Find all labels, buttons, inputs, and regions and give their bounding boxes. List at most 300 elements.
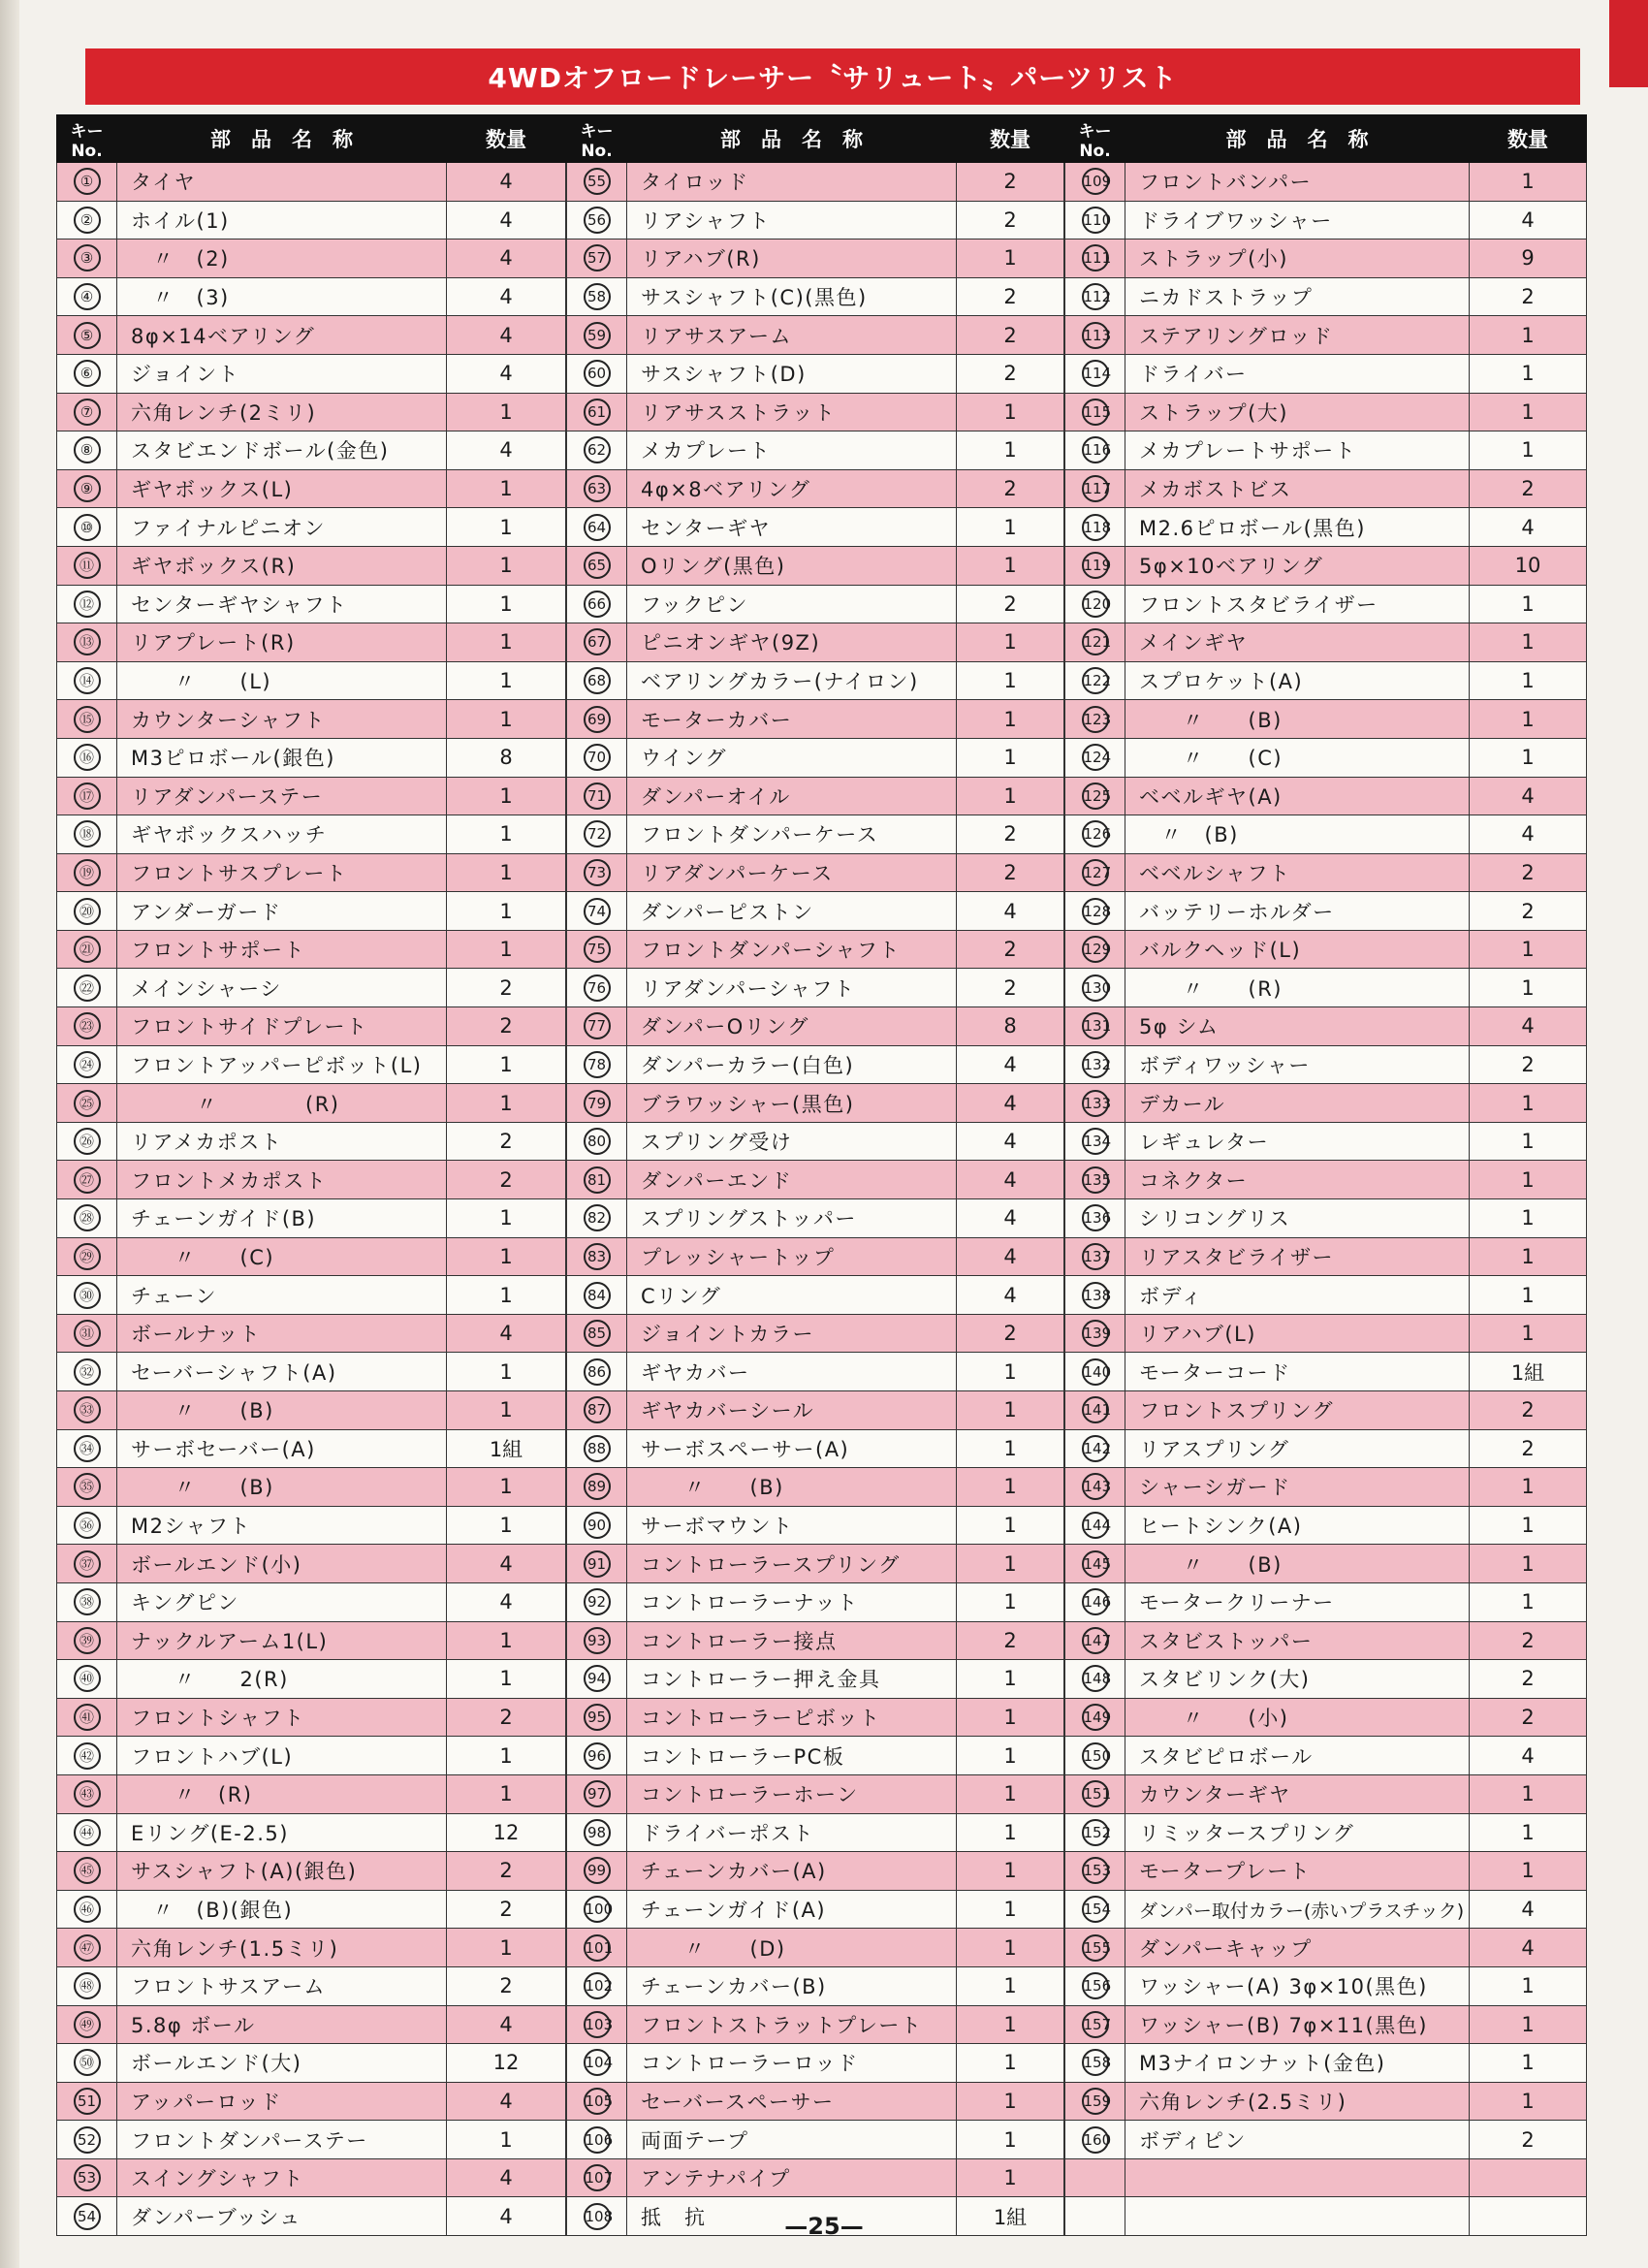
table-row <box>1065 2158 1587 2197</box>
table-row <box>567 1045 1064 1084</box>
key-number-circle: 65 <box>584 552 611 579</box>
key-number-cell <box>57 240 117 278</box>
key-number-circle: 150 <box>1082 1742 1109 1770</box>
table-row <box>1065 1852 1587 1891</box>
key-number-circle: ㉘ <box>74 1204 101 1231</box>
quantity-cell: 1 <box>957 1698 1064 1737</box>
key-number-cell <box>567 2121 627 2159</box>
key-number-cell <box>57 1161 117 1199</box>
table-row <box>57 393 566 431</box>
key-number-cell <box>567 777 627 815</box>
key-number-circle: ㉒ <box>74 974 101 1002</box>
header-quantity: 数量 <box>447 115 566 163</box>
part-name-cell: 〃 (C) <box>1125 738 1470 777</box>
key-number-circle: 82 <box>584 1204 611 1231</box>
part-name-cell: サーボセーバー(A) <box>117 1429 447 1468</box>
quantity-cell: 1組 <box>447 1429 566 1468</box>
quantity-cell: 1 <box>447 930 566 969</box>
key-number-circle: ㉑ <box>74 936 101 963</box>
key-number-cell <box>57 892 117 931</box>
part-name-cell: コントローラーピボット <box>627 1698 957 1737</box>
part-name-cell: 六角レンチ(2ミリ) <box>117 393 447 431</box>
quantity-cell: 4 <box>1470 1737 1587 1775</box>
table-row <box>57 2044 566 2083</box>
key-number-cell <box>57 163 117 202</box>
red-page-tab <box>1609 0 1648 87</box>
part-name-cell: チェーンカバー(B) <box>627 1966 957 2005</box>
quantity-cell: 1 <box>1470 1545 1587 1583</box>
part-name-cell: リアスタビライザー <box>1125 1237 1470 1276</box>
key-number-cell <box>57 1698 117 1737</box>
quantity-cell: 4 <box>1470 815 1587 854</box>
quantity-cell: 4 <box>447 1314 566 1353</box>
part-name-cell: チェーンガイド(B) <box>117 1199 447 1238</box>
quantity-cell: 2 <box>447 1890 566 1929</box>
quantity-cell: 1 <box>957 700 1064 739</box>
quantity-cell: 1 <box>447 393 566 431</box>
quantity-cell: 1 <box>447 892 566 931</box>
quantity-cell: 2 <box>447 1161 566 1199</box>
key-number-circle: 72 <box>584 820 611 847</box>
part-name-cell: カウンターギヤ <box>1125 1774 1470 1813</box>
page-number: —25— <box>784 2213 864 2240</box>
key-number-circle: 96 <box>584 1742 611 1770</box>
key-number-cell <box>57 585 117 623</box>
part-name-cell: タイヤ <box>117 163 447 202</box>
key-number-cell <box>567 546 627 585</box>
part-name-cell: フロントサポート <box>117 930 447 969</box>
key-number-circle: 59 <box>584 322 611 349</box>
table-row <box>57 2121 566 2159</box>
quantity-cell: 1 <box>957 623 1064 662</box>
table-row <box>57 469 566 508</box>
part-name-cell: 〃 (B) <box>117 1391 447 1430</box>
key-number-cell <box>567 1506 627 1545</box>
key-number-circle: 83 <box>584 1243 611 1270</box>
part-name-cell: モーターコード <box>1125 1353 1470 1391</box>
quantity-cell: 10 <box>1470 546 1587 585</box>
key-number-cell <box>567 1429 627 1468</box>
table-row <box>567 1199 1064 1238</box>
quantity-cell: 1 <box>957 1468 1064 1507</box>
key-number-cell <box>1065 892 1125 931</box>
key-number-cell <box>1065 585 1125 623</box>
parts-list-columns <box>56 114 1584 2236</box>
part-name-cell: アンテナパイプ <box>627 2158 957 2197</box>
part-name-cell: フロントスタビライザー <box>1125 585 1470 623</box>
table-row <box>567 700 1064 739</box>
quantity-cell: 8 <box>447 738 566 777</box>
table-row <box>567 2082 1064 2121</box>
key-number-cell <box>1065 1161 1125 1199</box>
quantity-cell: 2 <box>1470 853 1587 892</box>
key-number-cell <box>567 1122 627 1161</box>
quantity-cell: 1 <box>1470 623 1587 662</box>
key-number-cell <box>567 585 627 623</box>
table-row <box>567 1852 1064 1891</box>
part-name-cell: コントローラーロッド <box>627 2044 957 2083</box>
key-number-circle: 110 <box>1082 207 1109 234</box>
table-row <box>1065 700 1587 739</box>
key-number-cell <box>1065 240 1125 278</box>
quantity-cell <box>1470 2158 1587 2197</box>
part-name-cell: ドライブワッシャー <box>1125 201 1470 240</box>
quantity-cell: 1組 <box>957 2197 1064 2236</box>
key-number-circle: ㊼ <box>74 1934 101 1962</box>
key-number-circle: ㊱ <box>74 1512 101 1539</box>
table-row <box>57 892 566 931</box>
part-name-cell: コントローラーナット <box>627 1582 957 1621</box>
part-name-cell: スタビピロボール <box>1125 1737 1470 1775</box>
key-number-cell <box>567 354 627 393</box>
table-row <box>567 1314 1064 1353</box>
part-name-cell: ピニオンギヤ(9Z) <box>627 623 957 662</box>
key-number-cell <box>1065 1698 1125 1737</box>
key-number-cell <box>57 1314 117 1353</box>
part-name-cell: 六角レンチ(1.5ミリ) <box>117 1929 447 1967</box>
quantity-cell: 1 <box>447 1199 566 1238</box>
key-number-cell <box>57 1966 117 2005</box>
table-row <box>57 1582 566 1621</box>
key-number-circle: 118 <box>1082 514 1109 541</box>
key-number-circle: ㊻ <box>74 1896 101 1923</box>
part-name-cell: リアシャフト <box>627 201 957 240</box>
key-number-circle: ② <box>74 207 101 234</box>
key-number-circle: 100 <box>584 1896 611 1923</box>
key-number-circle: 144 <box>1082 1512 1109 1539</box>
key-number-circle: 58 <box>584 283 611 310</box>
key-number-cell <box>567 1314 627 1353</box>
quantity-cell: 1 <box>957 508 1064 547</box>
part-name-cell: Eリング(E-2.5) <box>117 1813 447 1852</box>
part-name-cell: フロントサスアーム <box>117 1966 447 2005</box>
key-number-circle: ㊹ <box>74 1819 101 1846</box>
table-row <box>567 1506 1064 1545</box>
table-row <box>57 1737 566 1775</box>
quantity-cell: 1 <box>957 1966 1064 2005</box>
key-number-cell <box>567 623 627 662</box>
key-number-circle: 115 <box>1082 399 1109 426</box>
quantity-cell: 1 <box>1470 930 1587 969</box>
table-row <box>57 1852 566 1891</box>
key-number-circle: 97 <box>584 1780 611 1807</box>
key-number-cell <box>1065 1966 1125 2005</box>
key-number-cell <box>1065 2121 1125 2159</box>
key-number-circle: ⑧ <box>74 436 101 463</box>
part-name-cell: ワッシャー(A) 3φ×10(黒色) <box>1125 1966 1470 2005</box>
table-row <box>1065 1353 1587 1391</box>
key-number-cell <box>567 1545 627 1583</box>
part-name-cell: ボールエンド(小) <box>117 1545 447 1583</box>
part-name-cell: レギュレター <box>1125 1122 1470 1161</box>
table-row <box>1065 1582 1587 1621</box>
table-row <box>567 2044 1064 2083</box>
part-name-cell: ジョイントカラー <box>627 1314 957 1353</box>
key-number-cell <box>57 201 117 240</box>
key-number-cell <box>57 1774 117 1813</box>
part-name-cell: ギヤカバー <box>627 1353 957 1391</box>
part-name-cell: 〃 (3) <box>117 277 447 316</box>
key-number-cell <box>57 661 117 700</box>
key-number-cell <box>567 853 627 892</box>
part-name-cell: 抵 抗 <box>627 2197 957 2236</box>
quantity-cell: 2 <box>1470 469 1587 508</box>
table-row <box>1065 1237 1587 1276</box>
quantity-cell: 1 <box>957 1852 1064 1891</box>
part-name-cell: デカール <box>1125 1084 1470 1123</box>
key-number-cell <box>1065 1045 1125 1084</box>
quantity-cell: 1 <box>447 777 566 815</box>
quantity-cell: 1 <box>447 1737 566 1775</box>
table-row <box>57 623 566 662</box>
table-row <box>57 1353 566 1391</box>
table-row <box>57 201 566 240</box>
key-number-circle: 91 <box>584 1550 611 1578</box>
part-name-cell: スタビエンドボール(金色) <box>117 431 447 470</box>
part-name-cell: フロントメカポスト <box>117 1161 447 1199</box>
quantity-cell: 1 <box>957 546 1064 585</box>
table-row <box>567 777 1064 815</box>
quantity-cell: 1 <box>447 700 566 739</box>
part-name-cell: ホイル(1) <box>117 201 447 240</box>
quantity-cell: 1 <box>1470 661 1587 700</box>
part-name-cell: センターギヤシャフト <box>117 585 447 623</box>
key-number-cell <box>567 240 627 278</box>
table-row <box>57 240 566 278</box>
part-name-cell: サスシャフト(A)(銀色) <box>117 1852 447 1891</box>
key-number-circle: 136 <box>1082 1204 1109 1231</box>
part-name-cell: ファイナルピニオン <box>117 508 447 547</box>
key-number-circle: 139 <box>1082 1320 1109 1347</box>
quantity-cell: 4 <box>1470 201 1587 240</box>
part-name-cell: 4φ×8ベアリング <box>627 469 957 508</box>
quantity-cell: 1 <box>447 1506 566 1545</box>
part-name-cell: 〃 (D) <box>627 1929 957 1967</box>
table-row <box>57 1429 566 1468</box>
key-number-circle: 85 <box>584 1320 611 1347</box>
quantity-cell: 1 <box>1470 1813 1587 1852</box>
table-row <box>57 777 566 815</box>
key-number-cell <box>57 1660 117 1699</box>
key-number-cell <box>1065 969 1125 1007</box>
key-number-circle: ㊾ <box>74 2011 101 2038</box>
key-number-cell <box>1065 1122 1125 1161</box>
key-number-circle: ⑥ <box>74 360 101 387</box>
key-number-cell <box>1065 700 1125 739</box>
table-row <box>1065 1813 1587 1852</box>
quantity-cell: 4 <box>957 1237 1064 1276</box>
quantity-cell: 1 <box>1470 1161 1587 1199</box>
part-name-cell: 〃 (B) <box>627 1468 957 1507</box>
quantity-cell: 4 <box>1470 1929 1587 1967</box>
key-number-circle: ㊷ <box>74 1742 101 1770</box>
quantity-cell: 4 <box>957 1122 1064 1161</box>
key-number-circle: 78 <box>584 1051 611 1078</box>
table-row <box>567 969 1064 1007</box>
table-row <box>1065 930 1587 969</box>
part-name-cell: 〃 (B) <box>1125 700 1470 739</box>
key-number-circle: 117 <box>1082 475 1109 502</box>
key-number-circle: 53 <box>74 2164 101 2191</box>
key-number-circle: 81 <box>584 1166 611 1194</box>
key-number-cell <box>567 661 627 700</box>
table-row <box>1065 1545 1587 1583</box>
part-name-cell: M2.6ピロボール(黒色) <box>1125 508 1470 547</box>
key-number-circle: 94 <box>584 1665 611 1692</box>
quantity-cell: 1 <box>957 738 1064 777</box>
quantity-cell: 4 <box>447 277 566 316</box>
key-number-circle: 60 <box>584 360 611 387</box>
part-name-cell: コントローラー押え金具 <box>627 1660 957 1699</box>
part-name-cell: サスシャフト(D) <box>627 354 957 393</box>
part-name-cell: リアハブ(R) <box>627 240 957 278</box>
key-number-cell <box>1065 1890 1125 1929</box>
quantity-cell: 2 <box>1470 1698 1587 1737</box>
table-row <box>57 1545 566 1583</box>
table-row <box>567 546 1064 585</box>
table-row <box>1065 201 1587 240</box>
table-row <box>1065 661 1587 700</box>
key-number-cell <box>1065 1852 1125 1891</box>
key-number-cell <box>567 1391 627 1430</box>
quantity-cell: 4 <box>447 2082 566 2121</box>
table-row <box>1065 163 1587 202</box>
header-quantity: 数量 <box>1470 115 1587 163</box>
table-row <box>57 2005 566 2044</box>
key-number-circle: 123 <box>1082 706 1109 733</box>
table-row <box>1065 969 1587 1007</box>
key-number-cell <box>57 738 117 777</box>
part-name-cell: 〃 (B) <box>1125 1545 1470 1583</box>
key-number-circle: ⑨ <box>74 475 101 502</box>
parts-table-3 <box>1064 114 1587 2236</box>
quantity-cell: 2 <box>957 1314 1064 1353</box>
table-row <box>567 163 1064 202</box>
key-number-cell <box>57 508 117 547</box>
key-number-circle: ⑮ <box>74 706 101 733</box>
key-number-circle: ㊽ <box>74 1972 101 1999</box>
table-row <box>57 1237 566 1276</box>
key-number-circle: 106 <box>584 2126 611 2154</box>
table-row <box>1065 431 1587 470</box>
quantity-cell: 1 <box>1470 316 1587 355</box>
key-number-cell <box>567 1084 627 1123</box>
table-row <box>57 1084 566 1123</box>
part-name-cell: リミッタースプリング <box>1125 1813 1470 1852</box>
quantity-cell: 1 <box>1470 700 1587 739</box>
page-binding-edge <box>0 0 19 2268</box>
table-row <box>1065 1929 1587 1967</box>
quantity-cell: 1 <box>957 1929 1064 1967</box>
quantity-cell: 2 <box>1470 277 1587 316</box>
key-number-circle: ⑫ <box>74 591 101 618</box>
table-row <box>1065 815 1587 854</box>
quantity-cell: 4 <box>1470 508 1587 547</box>
part-name-cell: コントローラースプリング <box>627 1545 957 1583</box>
key-number-cell <box>1065 163 1125 202</box>
key-number-circle: ㉕ <box>74 1090 101 1117</box>
quantity-cell: 2 <box>957 316 1064 355</box>
quantity-cell: 1 <box>957 1545 1064 1583</box>
table-row <box>1065 316 1587 355</box>
key-number-circle: 146 <box>1082 1588 1109 1615</box>
part-name-cell: バルクヘッド(L) <box>1125 930 1470 969</box>
key-number-cell <box>57 431 117 470</box>
quantity-cell: 1 <box>1470 1582 1587 1621</box>
quantity-cell: 1 <box>1470 1084 1587 1123</box>
key-number-cell <box>1065 738 1125 777</box>
key-number-circle: 79 <box>584 1090 611 1117</box>
quantity-cell: 2 <box>957 469 1064 508</box>
table-row <box>1065 240 1587 278</box>
table-row <box>57 815 566 854</box>
key-number-cell <box>567 1929 627 1967</box>
table-row <box>57 277 566 316</box>
part-name-cell: 5.8φ ボール <box>117 2005 447 2044</box>
part-name-cell: フロントダンパーケース <box>627 815 957 854</box>
table-row <box>57 853 566 892</box>
table-row <box>567 316 1064 355</box>
key-number-cell <box>567 431 627 470</box>
key-number-cell <box>1065 1237 1125 1276</box>
key-number-circle: ③ <box>74 244 101 272</box>
key-number-circle: 134 <box>1082 1128 1109 1155</box>
key-number-circle: 84 <box>584 1282 611 1309</box>
key-number-circle: 145 <box>1082 1550 1109 1578</box>
quantity-cell: 1 <box>447 1621 566 1660</box>
key-number-cell <box>57 700 117 739</box>
key-number-cell <box>1065 623 1125 662</box>
part-name-cell: 〃 (B)(銀色) <box>117 1890 447 1929</box>
key-number-cell <box>1065 277 1125 316</box>
quantity-cell: 1 <box>447 2121 566 2159</box>
table-row <box>567 1429 1064 1468</box>
table-row <box>1065 1391 1587 1430</box>
key-number-cell <box>1065 1353 1125 1391</box>
quantity-cell: 2 <box>1470 1621 1587 1660</box>
key-number-circle: 54 <box>74 2203 101 2230</box>
table-row <box>567 585 1064 623</box>
key-number-cell <box>1065 1276 1125 1315</box>
part-name-cell: ダンパーエンド <box>627 1161 957 1199</box>
key-number-circle: ⑩ <box>74 514 101 541</box>
table-row <box>57 1660 566 1699</box>
table-row <box>57 1199 566 1238</box>
table-row <box>57 431 566 470</box>
key-number-cell <box>567 469 627 508</box>
key-number-cell <box>1065 1429 1125 1468</box>
key-number-cell <box>57 623 117 662</box>
key-number-circle: 120 <box>1082 591 1109 618</box>
part-name-cell: スプリング受け <box>627 1122 957 1161</box>
key-number-cell <box>567 1582 627 1621</box>
part-name-cell: ストラップ(小) <box>1125 240 1470 278</box>
quantity-cell: 4 <box>447 354 566 393</box>
key-number-circle: ㉚ <box>74 1282 101 1309</box>
quantity-cell: 1 <box>447 661 566 700</box>
key-number-cell <box>1065 508 1125 547</box>
key-number-circle: 62 <box>584 436 611 463</box>
key-number-circle: 101 <box>584 1934 611 1962</box>
table-row <box>567 1660 1064 1699</box>
key-number-circle: 88 <box>584 1435 611 1462</box>
part-name-cell: フロントハブ(L) <box>117 1737 447 1775</box>
key-number-cell <box>1065 1813 1125 1852</box>
key-number-circle: ㊵ <box>74 1665 101 1692</box>
part-name-cell: フロントダンパーステー <box>117 2121 447 2159</box>
table-row <box>57 1698 566 1737</box>
key-number-cell <box>567 969 627 1007</box>
